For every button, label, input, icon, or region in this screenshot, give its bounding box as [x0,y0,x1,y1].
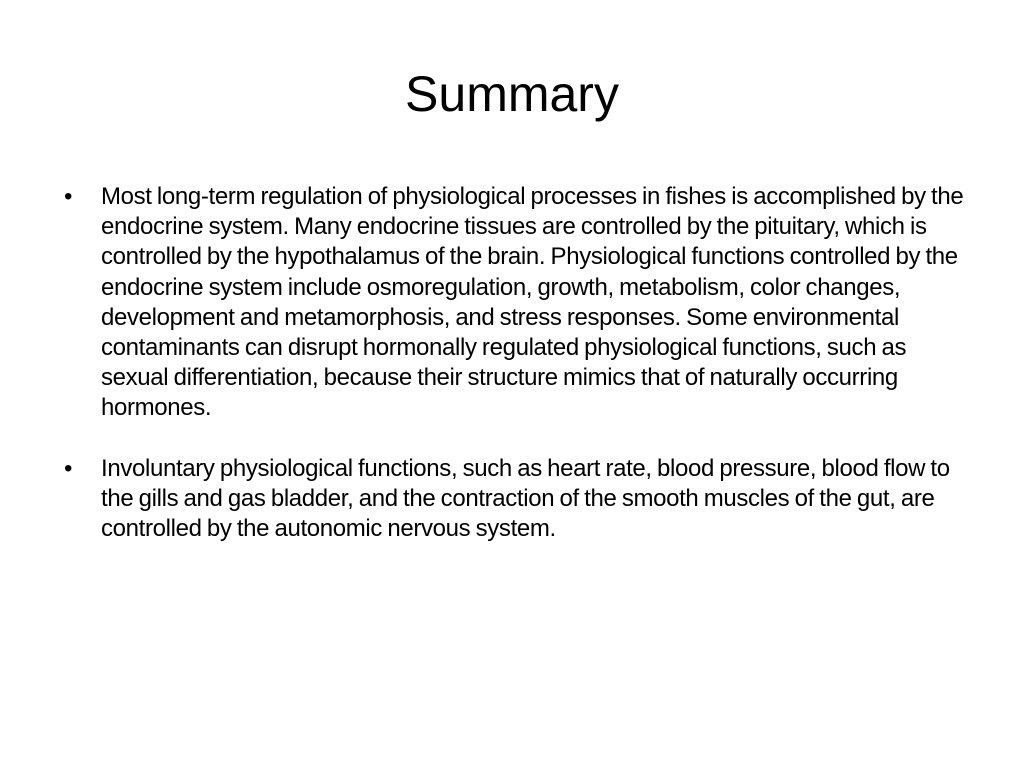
bullet-text: Most long-term regulation of physiological processes in fishes is accomplished by the endocrine system. Many endocrine tissues are controlled by the pituitary, which is controlled by the hypothalamus of the brain. Physiological functions controlled by the endocrine system include osmoregulation, growth, metabolism, color changes, development and metamorphosis, and stress responses. Some environmental contaminants can disrupt hormonally regulated physiological functions, such as sexual differentiation, because their structure mimics that of naturally occurring hormones. [101,183,964,422]
slide-title: Summary [405,66,619,122]
bullet-list [64,182,964,574]
bullet-text: Involuntary physiological functions, such as heart rate, blood pressure, blood flow to the gills and gas bladder, and the contraction of the smooth muscles of the gut, are controlled by the autonomic nervous system. [101,454,950,543]
bullet-icon: • [64,454,73,482]
bullet-item [64,182,964,424]
bullet-item [64,454,964,545]
bullet-icon: • [64,183,73,210]
